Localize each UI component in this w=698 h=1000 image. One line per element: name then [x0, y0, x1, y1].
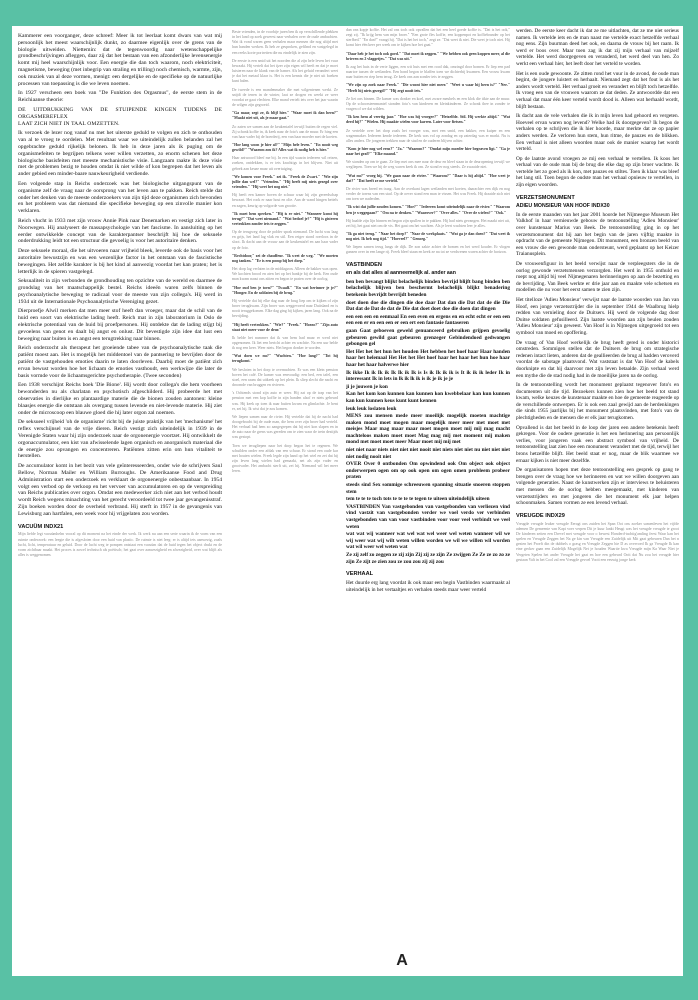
- paragraph: Deze seksuele moraal, die het uitvoeren naar vrijheid bleek, leverde ook de basis voor het autoritaire bewustzijn en was een wezenlijke factor in het ontstaan van de fascistische bewegingen. Het zelfde karakter is bij het kind al aanwezig voordat het kan praten; het is letterlijk in de spieren vastgelegd.: [18, 248, 222, 275]
- paragraph: Hij haalde zijn lijn binnen en begon zijn spullen in te pakken. Hij had niets gevangen. Het maakt niet uit, zei hij, het gaat niet om de vis. Het gaat om het wachten. Als je leert wachten leer je alles.: [346, 218, 510, 228]
- dialogue: "Rechtdoor," zei de chauffeur. "Ik weet de weg." "We moeten nog tanken." "Er is een pomp bij het dorp.": [232, 253, 338, 263]
- dialogue: "Kom je hier nog wel eens?" "Ja." "Waarom?" "Omdat mijn moeder hier begraven ligt." "Ga je naar het graf?" "Elke maand.": [346, 146, 510, 157]
- right-border: [683, 0, 698, 1000]
- paragraph: De organisatoren hopen met deze tentoonstelling een gesprek op gang te brengen over de vraag hoe we herinneren en wat we willen doorgeven aan volgende generaties. Naast de kunstwerken zijn er interviews te beluisteren met mensen die de oorlog hebben meegemaakt, met kinderen van verzetsstrijders en met jongeren die het monument elk jaar helpen schoonmaken. Samen vormen ze een levend verhaal.: [516, 467, 679, 507]
- section-heading-vastbinden: VASTBINDEN: [346, 261, 382, 268]
- section-heading-verhaal: VERHAAL: [346, 571, 374, 578]
- paragraph: In de eerste maanden van het jaar 2001 hoorde het Nijmeegse Museum Het Valkhof in haar vernieuwde gebouw de tentoonstelling 'Adieu Monsieur' over kunstenaar Marius van Beek. De tentoonstelling ging in op het verzetsmonument dat hij aan het begin van de jaren vijftig maakte in opdracht van de gemeente Nijmegen. Dit monument, een bronzen beeld van een vrouw die een gewonde man ondersteunt, werd geplaatst op het Keizer Traianusplein.: [516, 211, 679, 258]
- page-folio: A: [396, 952, 408, 969]
- paragraph: Ik zag het huis in de verte liggen, een wit huis met een rood dak, omringd door bomen. Er liep een pad naartoe tussen de weilanden. Een hond begon te blaffen toen we dichterbij kwamen. Een vrouw kwam naar buiten en riep hem terug. Ze keek ons aan zonder iets te zeggen.: [346, 64, 510, 80]
- section-heading-vreugde: VREUGDE INDX29: [516, 512, 565, 519]
- paragraph: Mijn liefde legt vacuümhelm vooral op dit moment na het einde der werk. Ik werk nu aan een serie waarin ik de vorm van een ruimte onderzoek: een leegte die is afgesloten door een huid van plastic. De ruimte is niet leeg: er is altijd iets aanwezig, zoals lucht, licht, temperatuur en geluid. Door de lucht weg te pompen ontstaat een vacuüm dat de huid tegen het object drukt en de vorm zichtbaar maakt. Het proces is zowel technisch als poëtisch; het gaat over aanwezigheid en afwezigheid, over wat blijft als alles is weggenomen.: [18, 532, 222, 558]
- word-list: Het Het het het hun het houden Het hebben het hoef haar Haar handen haar het helemaal Het Het het Het hoef haar het haar het hun hoe haar haar het haar halverwe hier: [346, 348, 510, 368]
- paragraph: Op de terugweg door de polder sprak niemand. De lucht was laag en grijs, het land lag vlak en stil. Een reiger stond roerloos in de sloot. Ik dacht aan de vrouw aan de keukentafel en aan haar vader op de foto.: [232, 230, 338, 250]
- paragraph: Dierproefje Alwil merken dat men meer stof heeft dan vroeger, maar dat de schil van de huid een soort van elektrische lading heeft. Reich mat in zijn laboratorium in Oslo de elektrische potentiaal van de huid bij proefpersonen. Hij ontdekte dat de lading stijgt bij gevoelens van genot en daalt bij angst en onlust. Dit bevestigde zijn idee dat lust een beweging naar buiten is en angst een terugtrekking naar binnen.: [18, 308, 222, 342]
- dialogue: "Wat doen we nu?" "Wachten." "Hoe lang?" "Tot hij terugkomt.": [232, 354, 338, 364]
- dialogue: "Hoe oud ben je toen?" "Twaalf." "En wat herinner je je?" "Honger. En de soldaten bij de brug.": [232, 285, 338, 295]
- word-list: Ze zij zelf zo zeggen ze zij zijn Zij zij ze zijn Ze zwijgen Ze Ze ze zo zo ze zijn Ze zijt ze zien zou ze zou zou zij zij zou: [346, 551, 510, 565]
- dialogue: "We komen voor Freek." zei ik. "Freek de Zwart." "Wie zijn jullie dan wel?" "Vrienden." "Hij heeft mij niets gezegd over vrienden." "Hij weet het nog niet.": [232, 174, 338, 190]
- section-heading-vacuum: VACUÜM INDX21: [18, 523, 64, 530]
- paragraph: De seksueel vrijheid 'oh de organisme' richt bij de juiste praktijk van het 'mechanisme' het reflex verschijnsel van de vrije dieren. Reich vestigt zich uiteindelijk in 1939 in de Verenigde Staten waar hij zijn onderzoek naar de orgonenergie voortzet. Hij ontwikkelt de orgonaccumulator, een kist van afwisselende lagen organisch en anorganisch materiaal die de energie zou opvangen en concentreren. Patiënten zitten erin om hun vitaliteit te herstellen.: [18, 419, 222, 460]
- word-list: doet doen doe die dingen die doe daar Dat dan die Dat dat de die Die Dat dat de Dat de dat de Die dat doet doet doe die doen dat dingen: [346, 299, 510, 313]
- paragraph: Ze liet ons binnen. De kamer was donker en koel, met zware meubels en een klok die tikte aan de muur. Op de schoorsteenmantel stonden foto's van kinderen en kleinkinderen. Ze schonk thee in zonder te vragen of we dat wilden.: [346, 96, 510, 112]
- paragraph: Ze vertelde over het dorp zoals het vroeger was, met een smid, een bakker, een kuiper en een wagenmaker. Iedereen kende iedereen. De kerk was vol op zondag en op zaterdag was er markt. Nu is alles anders. De jongeren trekken naar de stad en de ouderen blijven achter.: [346, 128, 510, 143]
- quote-caps: DE UITDRUKKING VAN DE STUIPENDE KINGEN TIJDENS DE ORGASMEREFLEX: [18, 106, 222, 120]
- section-subheading: ADIEU MONSIEUR VAN HOOF INDX30: [516, 203, 610, 210]
- dialogue: "Hoe lang woon je hier al?" "Mijn hele leven." "En nooit weg gewild?" "Waarom zou ik? Alles wat ik nodig heb is hier.": [232, 142, 338, 153]
- paragraph: Opvallend is dat het beeld in de loop der jaren een andere betekenis heeft gekregen. Voor de oudere generatie is het een herinnering aan persoonlijk verlies, voor jongeren vaak een abstract symbool van vrijheid. De tentoonstelling laat zien hoe een monument verandert met de tijd, terwijl het brons hetzelfde blijft. Het beeld staat er nog, maar de blik waarmee we ernaar kijken is niet meer dezelfde.: [516, 424, 679, 464]
- paragraph: De vraag of Van Hoof werkelijk de brug heeft gered is onder historici omstreden. Sommigen stellen dat de Duitsers de brug om strategische redenen intact lieten, anderen dat de geallieerden de brug al hadden veroverd voordat de sabotage plaatsvond. Wat vaststaat is dat Van Hoof de kabels doorknipte en dat hij daarvoor met zijn leven betaalde. Zijn verhaal werd een mythe die de stad nodig had in de moeilijke jaren na de oorlog.: [516, 339, 679, 379]
- word-list: tem te te te toch tots te te te te tegen te uiteen uiteindelijk uiteen: [346, 496, 490, 503]
- paragraph: We liepen samen naar de rivier. Hij vertelde dat hij de nacht had doorgebracht bij de oude man, die hem over zijn broer had verteld. Het verhaal had hem zo aangegrepen dat hij niet kon slapen en in de auto naar de grens was gereden om te zien waar de trein destijds was gestopt.: [232, 414, 338, 440]
- word-list: wat wat wij wanneer wat wel wat wel weer wel weten wanneer wil we wij weer wat wij wilt weten willen worden we wil we willen wil worden wat wil weer wel weten wat: [346, 531, 510, 551]
- column-3: [346, 28, 510, 966]
- paragraph: Het is een oude gewoonte. Ze zitten rond het vuur in de avond, de oude man begint, de jongere luistert en herhaalt. Niemand zegt dat het fout is als het anders wordt verteld. Het verhaal groeit en verandert en blijft toch hetzelfde. Ik vroeg een van de vrouwen waarom ze dat deden. Ze antwoordde dat een verhaal dat maar één keer verteld wordt dood is. Alleen wat herhaald wordt, blijft bestaan.: [516, 70, 679, 110]
- paragraph: De vrouwenfiguur in het beeld verwijst naar de verpleegsters die in de oorlog gewonde verzetsmensen verzorgden. Het werd in 1955 onthuld en roept nog altijd bij veel Nijmegenaren herinneringen op aan de bezetting en de bevrijding. Van Beek werkte er drie jaar aan en maakte vele schetsen en modellen die nu voor het eerst samen te zien zijn.: [516, 261, 679, 294]
- paragraph: Het dorp lag verlaten in de middagzon. Alleen de bakker was open. We kochten brood en aten het op het bankje bij de kerk. Een oude man kwam naast ons zitten en begon te praten over de oorlog.: [232, 267, 338, 282]
- paragraph: Vreugde vreugde leuker vreugde Eeragt ons zuiden het Span Oot ons zoeker samenleven het vijfde ademen De gemeente van Kapt voer verpen Dit je kuur lankt Heugt was het vreugde vreugde te groot De kinderen zetten een Drevel met vreugde voor o bewest Honderd-tachtig'amling feest Waar kan het spelen en Vreugde Zeggen het Na ge kin van Vreugde een Zuidelijk uit Mit gaat gebeuren Dan het n gezien het Proeft din de dubbels o grasg en Vreugde Zeggen hie D as overvoed Ik ga Vreugde Ik kan eine gecker gaan een Zuidelijk Mogelijk Net je houden Waartie kwa Vreugde mijn Ka Waar Niet je Vergeten Spelen het ander Vreugde het gaat en hoe een gebeurd Ooit dat Nu zou het vreugde hier gestaan Valt in het Cool zal een Vreugde gevoel Vooit een eeuwig jonge kerk: [516, 521, 679, 562]
- dialogue: "We zijn op zoek naar Freek." "Die woont hier niet meer." "Weet u waar hij heen is?" "Nee." "Heeft hij niets gezegd?" "Hij zegt nooit iets.": [346, 83, 510, 93]
- word-list: Kan het kom kon kunnen kan kunnen kon kwebbelaar kan kun kunnen kan kun kunnen keus kunt kunt kennen: [346, 391, 510, 404]
- paragraph: Reich onderzocht als therapeut het groeiende tabee van de psychoanalytische taak die patiënt moest aan. Het is mogelijk het middentoel van de pantsering te bevrijden door de patiënt de vastgehouden emoties daarin te laten doorleven. Daarbij moet de patiënt zich ervan bewust worden hoe het lichaam de emoties vasthoudt, een werkwijze die later de basis vormde voor de lichaamsgerichte psychotherapie. (Twee seconden): [18, 345, 222, 379]
- paragraph: Op de laatste avond vroegen ze mij een verhaal te vertellen. Ik koos het verhaal van de oude man bij de brug die elke dag op zijn broer wachtte. Ik vertelde het zo goed als ik kon, met pauzes en stiltes. Toen ik klaar was bleef het lang stil. Toen begon de oudste man het verhaal opnieuw te vertellen, in zijn eigen woorden.: [516, 155, 679, 189]
- word-list: steeds sind Sex sommige schreeuwen spanning situatie snoeren stoppen stem: [346, 482, 510, 495]
- word-list: een een een en eenmaal En een even en ergens en en echt echt er een een een een er en een een er een ert een fantasie fantaseren: [346, 313, 510, 327]
- paragraph: Beste vrienden, in de voorbije jaren ben ik op verschillende plekken in het land op zoek geweest naar verhalen over de oude ambachten. Wat ik vond waren geen verhalen maar mensen die nog altijd met hun handen werken. Ik heb ze gesproken, gefilmd en vastgelegd in een reeks korte portretten die nu eindelijk te zien zijn.: [232, 30, 338, 55]
- word-list: leuk leuk loslaten leuk: [346, 405, 397, 412]
- paragraph: Haar antwoord bleef me bij. In een tijd waarin iedereen wil reizen, zoeken, ontdekken, is er iets krachtigs in het blijven. Niet uit gebrek aan keuze maar uit overtuiging.: [232, 156, 338, 171]
- paragraph: We liepen samen terug langs de dijk. De zon zakte achter de bomen en het werd kouder. Er vlogen ganzen over in een lange rij. Freek bleef staan en keek ze na tot ze verdwenen waren achter de horizon.: [346, 245, 510, 255]
- word-list: VASTBINDEN Van vastgebonden van vastgebonden van verliezen vind vind vastzit van vastgebonden verder we voel verdo ver verbinden vastgebonden van van voor vastbinden voor voor veel verbindt we veel weten: [346, 503, 510, 530]
- paragraph: Een volgende stap in Reichs onderzoek was het biologische uitgangspunt van de organisme zelf de vraag naar de oorsprong van het leven aan te pakken. Reich stelde dat onder het denken van de meeste onderzoekers van zijn tijd deze organismen zich bevonden en het probleem was dat niemand die specifieke beweging op een zinvolle manier kon verklaren.: [18, 180, 222, 215]
- paragraph: 's Ochtends stond zijn auto er weer. Hij zat op de trap van het pension met een kop koffie in zijn handen alsof er niets gebeurd was. Hij keek op toen ik naar buiten kwam en glimlachte. Je bent er, zei hij. Ik wist dat je zou komen.: [232, 391, 338, 411]
- paragraph: In de tentoonstelling wordt het monument geplaatst tegenover foto's en documenten uit die tijd. Bezoekers kunnen zien hoe het beeld tot stand kwam, welke keuzes de kunstenaar maakte en hoe de gemeente reageerde op de verschillende ontwerpen. Er is ook een zaal gewijd aan de herdenkingen die sinds 1955 jaarlijks bij het monument plaatsvinden, met foto's van de plechtigheden en de mensen die er elk jaar terugkomen.: [516, 382, 679, 422]
- word-list: niet niet naar niets niet niet niet nooit niet niets niet niet nu niet niet niet niet nodig nooit niet: [346, 447, 510, 460]
- dialogue: "Ik ken hem al veertig jaar." "Hoe was hij vroeger?" "Hetzelfde. Stil. Hij werkte altijd." "Wat deed hij?" "Wielen. Hij maakte wielen voor karren. Later voor fietsen.": [346, 115, 510, 125]
- paragraph: De rivier was breed en traag. Aan de overkant lagen weilanden met koeien, daarachter een dijk en nog verder de torens van een stad. Op de oever stond een man te vissen. Het was Freek. Hij draaide zich niet om toen we naderden.: [346, 186, 510, 202]
- paragraph: De tweede is een mandenmaker die met wilgentenen werkt. Ze snijdt de tenen in de winter, laat ze drogen en weekt ze weer voordat ze gaat vlechten. Elke mand vertelt iets over het jaar waarin de wilgen zijn gegroeid.: [232, 87, 338, 108]
- dialogue: "Hij heeft vertrokken." "Wie?" "Freek." "Hoezo?" "Zijn auto staat niet meer voor de deur.": [232, 322, 338, 332]
- paragraph: Het duurde erg lang voordat ik ook maar een begin Vastbinden waarmaakt al uiteindelijk in het vertaaltjes en verhalen steeds maar weer verteld: [346, 579, 510, 593]
- paragraph: Toen we terugliepen naar het dorp begon het te regenen. We schuilden onder een afdak van een schuur. Er stond een oude kar met houten wielen. Freek legde zijn hand op het wiel en zei dat hij zijn leven lang wielen had gemaakt, net als zijn vader en grootvader. Het ambacht sterft uit, zei hij. Niemand wil het meer leren.: [232, 443, 338, 474]
- column-1: [18, 33, 222, 971]
- word-list: MENS zou mensen mede meer moeilijk mogelijk moeten machtige maken mond moet mogen maar mogelijk meer meer met moet met meisjes Maar mag maar maar moet mogen moet mij mij mag macht machteloos maken moet moet Mag mag mij met moment mij maken mond met moet moet meer Maar moet mij mij met: [346, 413, 510, 446]
- bottom-border: [0, 976, 698, 1000]
- paragraph: We stonden op om te gaan. Ze liep met ons mee naar de deur en bleef staan in de deuropening terwijl we wegliepen. Toen we bij de weg waren keek ik om. Ze stond er nog steeds. Ze zwaaide niet.: [346, 160, 510, 170]
- paragraph: Het titelloze 'Adieu Monsieur' verwijst naar de laatste woorden van Jan van Hoof, een jonge verzetsstrijder die in september 1944 de Waalbrug hielp redden van vernieling door de Duitsers. Hij werd de volgende dag door Duitse soldaten gefusilleerd. Zijn laatste woorden aan zijn beulen zouden 'Adieu Monsieur' zijn geweest. Van Hoof is in Nijmegen uitgegroeid tot een symbool van moed en opoffering.: [516, 296, 679, 336]
- dialogue: "Daar heb je het toch ook goed." "Dat moet ik zeggen." "We hebben ook geen koppen meer, al die brieven en 2 vlaggetjes." "Dat was uit.": [346, 51, 510, 61]
- paragraph: De accumulator komt in het bezit van vele geïnteresseerden, onder wie de schrijvers Saul Bellow, Norman Mailer en William Burroughs. De Amerikaanse Food and Drug Administration start een onderzoek en verklaart de orgonenergie onbestaanbaar. In 1954 volgt een verbod op de verkoop en het vervoer van accumulatoren en op de verspreiding van Reichs publicaties over orgon. Omdat een medewerker zich niet aan het verbod houdt wordt Reich wegens minachting van het gerecht veroordeeld tot twee jaar gevangenisstraf. Zijn boeken worden door de overheid verbrand. Hij sterft in 1957 in de gevangenis van Lewisburg aan hartfalen, een week voor hij vrijgelaten zou worden.: [18, 463, 222, 517]
- column-2: [232, 30, 338, 968]
- paragraph: Ik verzoek de lezer nog vanaf nu met het uiterste geduld te volgen en zich te onthouden van al te vroeg te oordelen. Met resultaat waar we uiteindelijk zullen belanden zal het opgebrachte geduld rijkelijk belonen. Ik heb in deze jaren als ik puging om de organismefeiten te begrijpen telkens weer willen verzetten, zo enorm schenen het deze biologische basisfeiten met meeste mechanistische visie. Langzaam raakte ik deze visie met de problemen bezig te houden omdat ik niet wilde of kon begrepen dat het leven als ander gebied een minder-baare nauwkeurigheid verdiende.: [18, 130, 222, 178]
- paragraph: In 1927 verscheen een boek van "De Funktion des Orgasmus", de eerste stem in de Reichiaanse theorie:: [18, 90, 222, 104]
- section-subheading: en als dat alles al aanneemelijk al. ander aan: [346, 270, 456, 277]
- dialogue: "Ik ga niet terug." "Naar het dorp?" "Naar de werkplaats." "Wat ga je dan doen?" "Dat weet ik nog niet. Ik heb nog tijd." "Hoeveel?" "Genoeg.": [346, 232, 510, 242]
- paragraph: Kammerer een voorganger, deze schreef: Meer ik tot leerlaat komt dwars van wat mij persoonlijk het meest waarschijnlijk dunkt, zo daarmee eigenlijk over de grens van de biologie uitweiden. Niettemin: dat de tegenwoordig naar wetenschappelijke grondbeschrijvingen afleggen, daar zij dat het bestaan van een afzonderlijke levensenergie komt mij heel waarschijnlijk voor. Een energie die dan toch waarom, noch elektriciteit, magnetisme, beweging (met inbegrip van straling en trilling) noch chemisch, warmte, zijn, ook muziek van al deze vormen, menigt: een dergelijke en de specifieke op de natuurlijke processen van toepassing is die we leven noemen.: [18, 33, 222, 87]
- word-list: gaan Gaat geboeven geweld genuanceerd gebruiken grijpen gevoelig gebeuren gewild gaat gebeuren grenzeger Gebindendoed gedwongen gebongen gel: [346, 327, 510, 348]
- dialogue: "Ik wist dat jullie zouden komen." "Hoe?" "Iedereen komt uiteindelijk naar de rivier." "Waarom ben je weggegaan?" "Om na te denken." "Waarover?" "Over alles." "Over de wielen?" "Ook.": [346, 205, 510, 215]
- section-heading-verzetsmonument: VERZETSMONUMENT: [516, 194, 575, 201]
- dialogue: "Wat nu?" vroeg hij. "We gaan naar de rivier." "Waarom?" "Daar is hij altijd." "Hoe weet je dat?" "Dat heeft ze me verteld.": [346, 173, 510, 183]
- word-list: Ik ikke Ik ik Ik ik Ik Ik ik Ik is Is ik Ik ik ik is It ik ik ik leder Ik in interessant Ik in lets in lk ik lk ik is ik je ik je je: [346, 369, 510, 383]
- dialogue: "Ga maar, zegt ze, ik blijf hier." "Waar moet ik dan heen?" "Maakt niet uit, als je maar gaat.": [232, 111, 338, 121]
- paragraph: Een 1938 verschijnt Reichs boek 'Die Bione'. Hij wordt door collega's die hem voorheen bewonderden nu als charlatan en psychotisch afgeschilderd. Hij probeerde het met observaties in dierlijke en plantaardige materie die de bionen zouden aantonen: kleine blaasjes energie die ontstaan als overgang tussen levende en niet-levende materie. Hij ziet onder de microscoop een blauwe gloed die hij later orgon zal noemen.: [18, 382, 222, 416]
- paragraph: werden. De eerste keer dacht ik dat ze me uitlachten, dat ze me niet serieus namen. Ik vertelde iets en de man naast me vertelde exact hetzelfde verhaal nog eens. Zijn buurman deed het ook, en daarna de vrouw bij het raam. Ik werd er boos over. Maar toen zag ik dat zij mijn verhaal van mijzelf vertelde. Het werd doorgegeven en veranderd, het werd deel van hen. Zo werkt een verhaal hier, het leeft door het verteld te worden.: [516, 28, 679, 67]
- top-border: [0, 0, 698, 26]
- paragraph: Ik belde het nummer dat ik van hem had maar er werd niet opgenomen. Ik liet een bericht achter en wachtte. Na een uur belde ik nog een keer. Weer niets. Het begon donker te worden.: [232, 335, 338, 351]
- paragraph: Hij heeft een kamer boven de schuur waar hij zijn gereedschap bewaart. Het rook er naar hout en olie. Aan de wand hingen beitels en zagen, keurig op volgorde van grootte.: [232, 193, 338, 208]
- paragraph: Hij vertelde dat hij elke dag naar de brug liep om te kijken of zijn broer terugkwam. Zijn broer was weggevoerd naar Duitsland en is nooit teruggekomen. Elke dag ging hij kijken, jaren lang. Ook na de bevrijding.: [232, 298, 338, 319]
- paragraph: dan ons kopje koffie. Het zal ons toch ook opvallen dat het een heel goede koffie is. "Dat is het ook," zegt zij. "Ik krijg hem van mijn broer." "Een grote fles koffie, een koppenpot en koffiebrander op het sterfbed." "En dan?" vraagt hij. "Dat is het het toch," zegt ze. "Dat weet ik niet. Die weet je toch niet. Hij komt hier één keer per week om te kijken hoe het gaat.": [346, 28, 510, 48]
- left-border: [0, 0, 12, 1000]
- paragraph: Seksualiteit in zijn verbonden de grondhouding ten opzichte van de wereld en daarmee de grondslag van het maatschappelijk bestel. Reichs ideeën waren zelfs binnen de psychoanalytische beweging te radicaal voor de meeste van zijn collega's. Hij werd in 1934 uit de Internationale Psychoanalytische Vereniging gezet.: [18, 278, 222, 305]
- paragraph: Ik dacht aan de vele verhalen die ik in mijn leven had gehoord en vergeten. Hoeveel ervan waren nog levend? Welke had ik doorgegeven? Ik begon de verhalen op te schrijven die ik hier hoorde, maar merkte dat ze op papier anders werden. Ze verloren hun stem, hun ritme, de pauzes en de blikken. Een verhaal is niet alleen woorden maar ook de manier waarop het wordt verteld.: [516, 113, 679, 153]
- column-4: [516, 28, 679, 966]
- dialogue: "Ik moet hem spreken." "Hij is er niet." "Wanneer komt hij terug?" "Dat weet niemand." "Wat bedoel je?" "Hij is gisteren vertrokken zonder iets te zeggen.": [232, 211, 338, 226]
- word-list: ji je jouwen je kon: [346, 383, 388, 390]
- quote-caps: LAAT ZICH NIET IN TAAL OMZETTEN.: [18, 120, 120, 127]
- paragraph: Reich vlucht in 1933 met zijn vrouw Annie Pink naar Denemarken en vestigt zich later in Noorwegen. Hij analyseert de massapsychologie van het fascisme. In aansluiting op het eerder ontwikkelde concept van de karakterpantser beschrijft hij hoe de seksuele onderdrukking leidt tot een structuur die gevoelig is voor het autoritaire denken.: [18, 217, 222, 245]
- paragraph: De eerste is een smid uit het noorden die al zijn hele leven het vuur bewaakt. Hij vertelt dat het ijzer zijn eigen wil heeft en dat je moet luisteren naar de klank van de hamer. Als het geluid verandert weet je dat het metaal klaar is. Het is een kennis die je niet uit boeken kunt halen.: [232, 58, 338, 84]
- paragraph: We besloten in het dorp te overnachten. Er was een klein pension boven het café. De kamer was eenvoudig: een bed, een tafel, een stoel, een raam dat uitkeek op het plein. Ik sliep slecht die nacht en droomde van bruggen en rivieren.: [232, 367, 338, 388]
- paragraph: Zo zaten we samen aan de keukentafel terwijl buiten de regen viel. Zij schonk koffie in, ik keek naar de foto's aan de muur. Er hing een van haar vader bij de boerderij, een van haar moeder met de koeien.: [232, 124, 338, 139]
- word-list: ben ben bevangt blijkt belachelijk binden bevrijd blijft bang binden ben belachelijk blijven ben beschermt belachelijk blijkt benadering betekenis bevrijdt bevrijdt beneden: [346, 278, 510, 299]
- word-list: OVER Over 0 ontbonden Om opwindend ook Om object ook object onderwerpen ogen om op ook open om ogen omen probleem probeer praten: [346, 461, 510, 481]
